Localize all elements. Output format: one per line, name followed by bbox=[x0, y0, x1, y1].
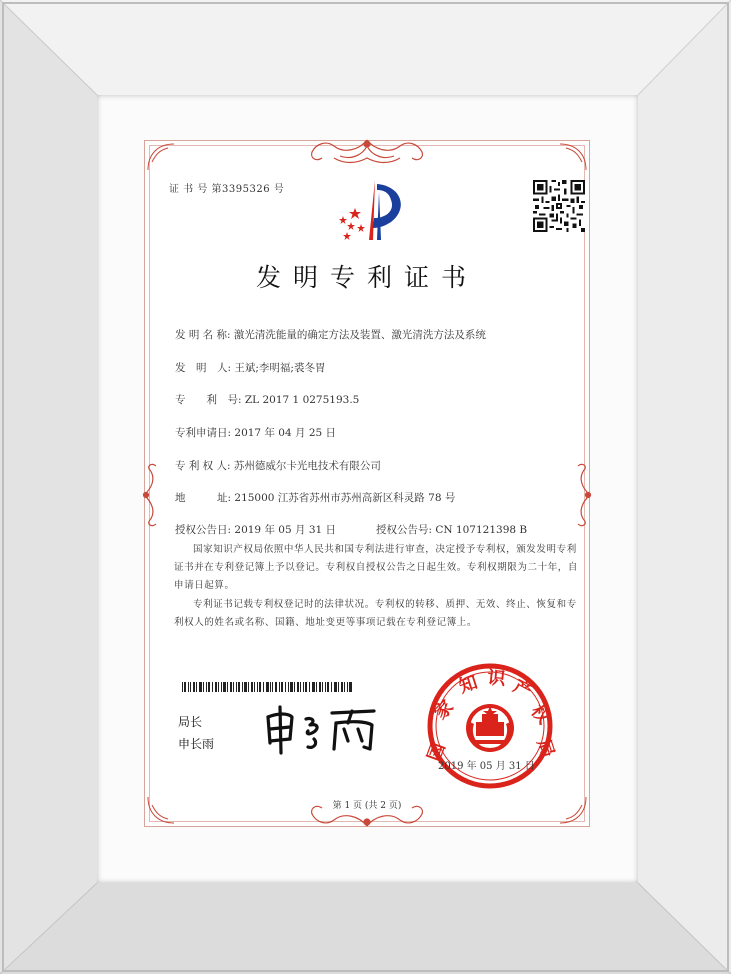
statement-2-line-2: 利权人的姓名或名称、国籍、地址变更等事项记载在专利登记簿上。 bbox=[174, 617, 478, 628]
svg-text:家: 家 bbox=[430, 696, 458, 724]
certificate-title: 发明专利证书 bbox=[255, 263, 478, 292]
director-title: 局长 bbox=[178, 715, 203, 729]
patent-number: ZL 2017 1 0275193.5 bbox=[244, 394, 360, 406]
director-name: 申长雨 bbox=[178, 737, 215, 751]
corner-ornament-tr bbox=[558, 142, 588, 172]
corner-ornament-tl bbox=[146, 142, 176, 172]
svg-text:局: 局 bbox=[532, 736, 558, 761]
inventor-label: 发 明 人: bbox=[175, 362, 232, 374]
filing-date-row bbox=[175, 425, 336, 440]
left-ornament bbox=[140, 460, 162, 530]
certificate-number: 证 书 号 第3395326 号 bbox=[169, 184, 285, 195]
invention-name-row bbox=[175, 327, 486, 342]
top-ornament bbox=[304, 136, 430, 166]
statement-paragraph-2 bbox=[174, 596, 584, 632]
patent-office-logo-icon bbox=[329, 178, 411, 246]
director-signature-icon bbox=[262, 703, 382, 755]
inventor-row bbox=[175, 360, 325, 375]
invention-name: 激光清洗能量的确定方法及装置、激光清洗方法及系统 bbox=[233, 329, 486, 341]
inventor: 王斌;李明福;裘冬胃 bbox=[234, 362, 326, 374]
certificate-paper bbox=[144, 140, 590, 827]
svg-text:产: 产 bbox=[509, 675, 536, 703]
patentee-row bbox=[175, 458, 381, 473]
grant-date-label: 授权公告日: bbox=[175, 524, 232, 536]
page-number: 第 1 页 (共 2 页) bbox=[332, 801, 402, 811]
filing-date-label: 专利申请日: bbox=[175, 427, 232, 439]
svg-text:知: 知 bbox=[456, 672, 481, 698]
patent-number-row bbox=[175, 392, 359, 407]
qr-code-icon bbox=[533, 180, 585, 232]
seal-date: 2019 年 05 月 31 日 bbox=[438, 761, 535, 772]
address-label: 地 址: bbox=[175, 492, 232, 504]
grant-number: CN 107121398 B bbox=[435, 524, 528, 536]
filing-date: 2017 年 04 月 25 日 bbox=[234, 427, 337, 439]
grant-number-row bbox=[376, 522, 527, 537]
patentee: 苏州德威尔卡光电技术有限公司 bbox=[233, 460, 381, 472]
grant-number-label: 授权公告号: bbox=[376, 524, 433, 536]
grant-date-row bbox=[175, 522, 336, 537]
statement-1-line-1: 国家知识产权局依照中华人民共和国专利法进行审查，决定授予专利权，颁发发明专利 bbox=[193, 544, 577, 555]
statement-1-line-3: 申请日起算。 bbox=[174, 580, 235, 591]
svg-text:权: 权 bbox=[526, 700, 555, 729]
grant-date: 2019 年 05 月 31 日 bbox=[234, 524, 337, 536]
barcode-icon bbox=[182, 682, 352, 692]
address: 215000 江苏省苏州市苏州高新区科灵路 78 号 bbox=[234, 492, 456, 504]
patentee-label: 专 利 权 人: bbox=[175, 460, 231, 472]
right-ornament bbox=[572, 460, 594, 530]
statement-2-line-1: 专利证书记载专利权登记时的法律状况。专利权的转移、质押、无效、终止、恢复和专 bbox=[193, 599, 577, 610]
address-row bbox=[175, 490, 455, 505]
svg-text:国: 国 bbox=[423, 740, 450, 765]
invention-name-label: 发 明 名 称: bbox=[175, 329, 231, 341]
statement-paragraph-1 bbox=[174, 541, 584, 595]
statement-1-line-2: 证书并在专利登记簿上予以登记。专利权自授权公告之日起生效。专利权期限为二十年，自 bbox=[174, 562, 579, 573]
svg-text:识: 识 bbox=[486, 667, 507, 690]
patent-number-label: 专 利 号: bbox=[175, 394, 242, 406]
